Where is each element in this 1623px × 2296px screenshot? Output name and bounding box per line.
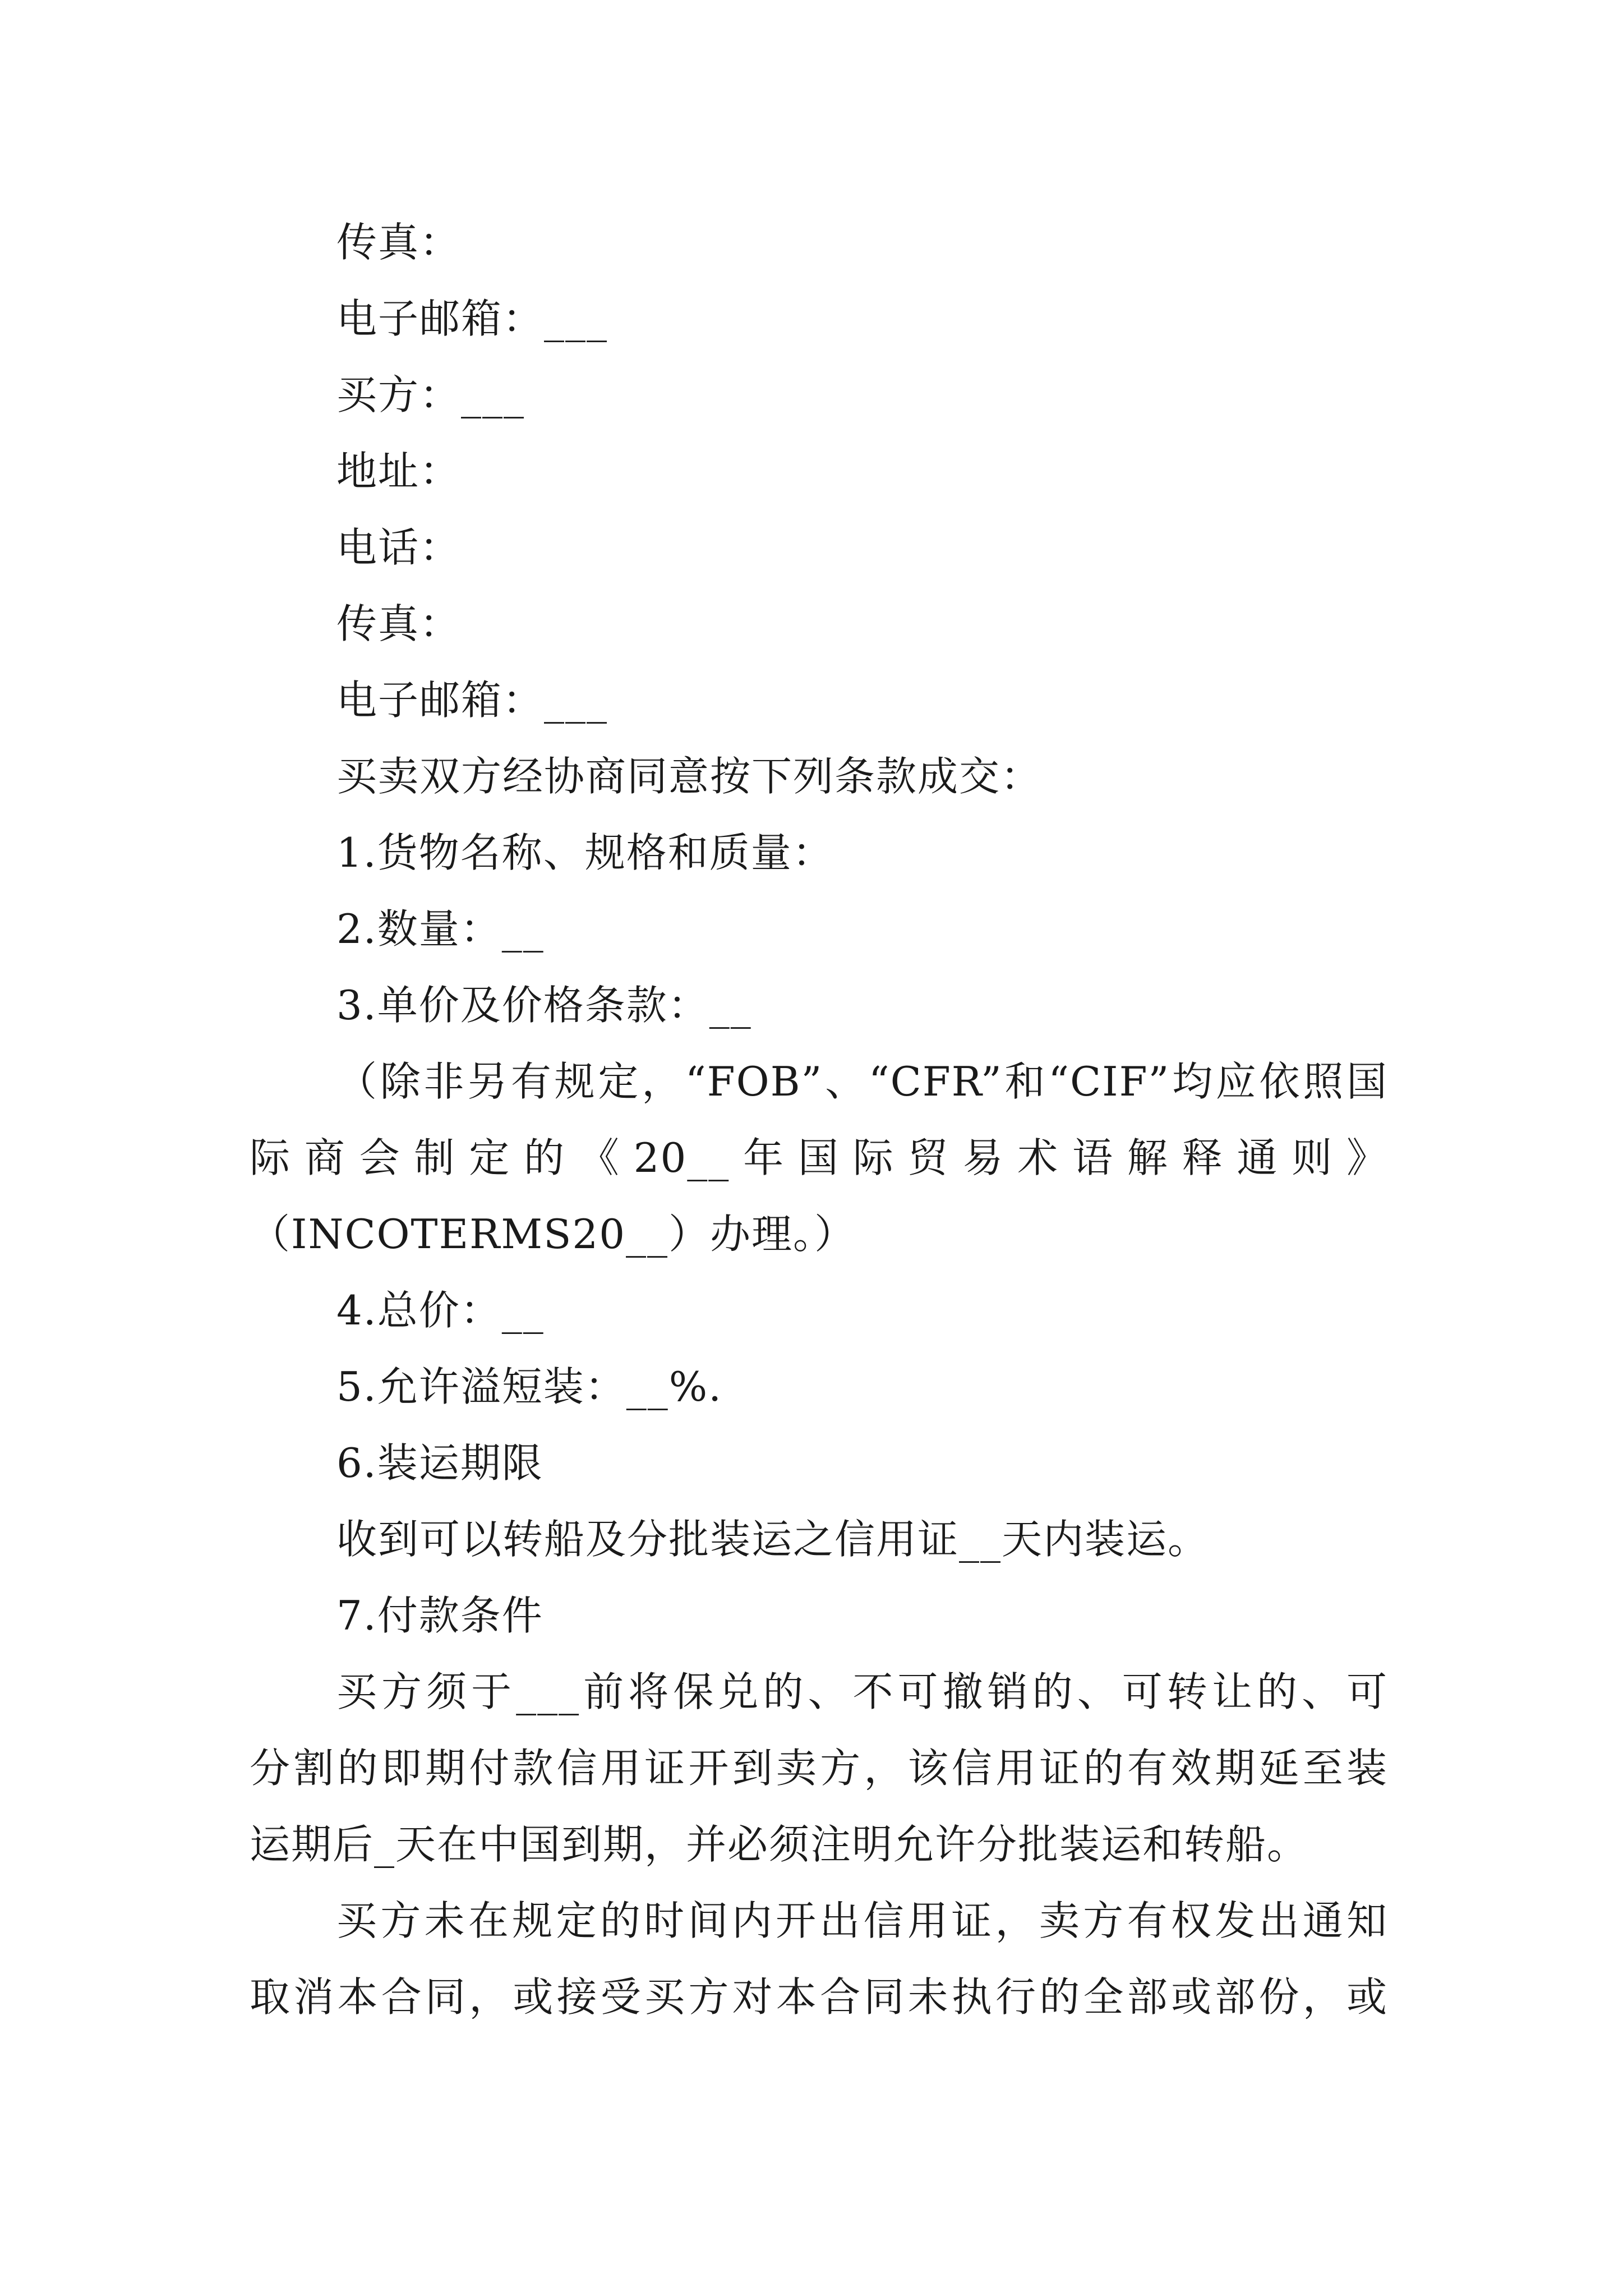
shipment-terms: 收到可以转船及分批装运之信用证__天内装运。: [336, 1516, 1210, 1563]
agreement-intro: 买卖双方经协商同意按下列条款成交：: [336, 753, 1043, 800]
address-label: 地址：: [336, 448, 462, 495]
clause-2-quantity: 2.数量：__: [336, 905, 545, 953]
incoterms-note-line-2: 际商会制定的《20__年国际贸易术语解释通则》: [250, 1134, 1388, 1181]
fax-label-seller: 传真：: [336, 219, 462, 266]
clause-6-shipment: 6.装运期限: [336, 1439, 543, 1487]
phone-label: 电话：: [336, 524, 462, 571]
buyer-label: 买方：___: [336, 371, 525, 418]
payment-para-line-2: 分割的即期付款信用证开到卖方，该信用证的有效期延至装: [250, 1745, 1388, 1792]
clause-3-unit-price: 3.单价及价格条款：__: [336, 982, 752, 1029]
email-label-buyer: 电子邮箱：___: [336, 677, 608, 724]
payment-para-line-1: 买方须于___前将保兑的、不可撤销的、可转让的、可: [336, 1668, 1388, 1715]
clause-5-tolerance: 5.允许溢短装：__%.: [336, 1363, 722, 1410]
email-label-seller: 电子邮箱：___: [336, 295, 608, 342]
incoterms-note-line-1: （除非另有规定，“FOB”、“CFR”和“CIF”均应依照国: [336, 1058, 1388, 1105]
incoterms-note-line-3: （INCOTERMS20__）办理。）: [250, 1211, 856, 1258]
payment-para-line-3: 运期后_天在中国到期，并必须注明允许分批装运和转船。: [250, 1821, 1309, 1868]
lc-para-line-1: 买方未在规定的时间内开出信用证，卖方有权发出通知: [336, 1897, 1388, 1944]
lc-para-line-2: 取消本合同，或接受买方对本合同未执行的全部或部份，或: [250, 1973, 1388, 2021]
clause-4-total-price: 4.总价：__: [336, 1287, 545, 1334]
clause-1-goods: 1.货物名称、规格和质量：: [336, 829, 834, 876]
fax-label-buyer: 传真：: [336, 600, 462, 647]
clause-7-payment: 7.付款条件: [336, 1592, 543, 1639]
